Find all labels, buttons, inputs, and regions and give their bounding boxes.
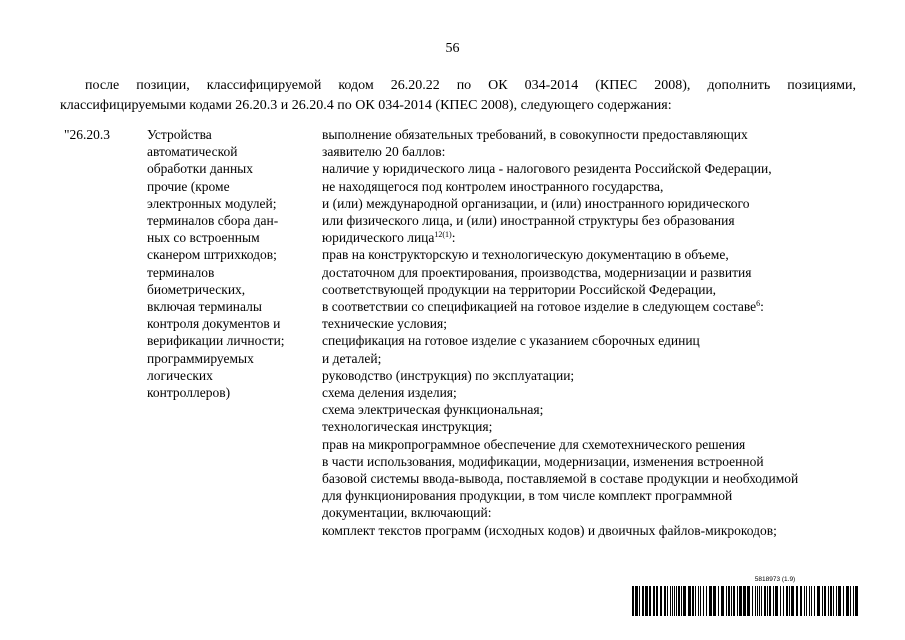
barcode-bar xyxy=(836,586,837,616)
barcode-bar xyxy=(681,586,682,616)
requirement-line: соответствующей продукции на территории Российской Федерации, xyxy=(322,281,717,297)
barcode-bar xyxy=(824,586,826,616)
entry-name-line: биометрических, xyxy=(147,281,246,297)
entry-code: "26.20.3 xyxy=(64,127,111,142)
barcode-bar xyxy=(838,586,841,616)
barcode-bar xyxy=(672,586,673,616)
barcode-bar xyxy=(757,586,758,616)
requirement-colon: : xyxy=(760,299,764,315)
barcode-bar xyxy=(759,586,760,616)
barcode-bar xyxy=(775,586,778,616)
barcode-bar xyxy=(809,586,810,616)
barcode-label: 5818973 (1.9) xyxy=(754,576,796,583)
entry-name-line: программируемых xyxy=(147,350,254,366)
requirement-line: технологическая инструкция; xyxy=(322,419,493,435)
barcode-bar xyxy=(703,586,704,616)
barcode-bar xyxy=(645,586,648,616)
barcode-bar xyxy=(632,586,634,616)
barcode-bar xyxy=(796,586,798,616)
intro-line-1: после позиции, классифицируемой кодом 26.20.22 по ОК 034-2014 (КПЕС 2008), дополнить позициями, xyxy=(85,78,856,93)
requirement-text: юридического лица xyxy=(322,230,435,246)
entry-name-line: верификации личности; xyxy=(147,333,285,349)
barcode-bar xyxy=(747,586,750,616)
entry-name-line: Устройства xyxy=(147,127,212,142)
barcode-bar xyxy=(843,586,844,616)
barcode-bar xyxy=(780,586,781,616)
entry-name-line: логических xyxy=(147,367,213,383)
requirement-line: комплект текстов программ (исходных кодов) и двоичных файлов-микрокодов; xyxy=(322,522,777,538)
barcode-bar xyxy=(764,586,766,616)
requirement-line: не находящегося под контролем иностранного государства, xyxy=(322,178,664,194)
barcode-bar xyxy=(670,586,671,616)
barcode-bar xyxy=(635,586,638,616)
entry-name-line: включая терминалы xyxy=(147,299,262,315)
barcode-bar xyxy=(695,586,696,616)
barcode-bar xyxy=(806,586,807,616)
entry-name-line: терминалов сбора дан- xyxy=(147,213,279,229)
barcode-bar xyxy=(698,586,699,616)
barcode-bar xyxy=(706,586,707,616)
requirement-line xyxy=(322,229,867,246)
requirement-line: базовой системы ввода-вывода, поставляемой в составе продукции и необходимой xyxy=(322,471,799,487)
requirement-text: в соответствии со спецификацией на готовое изделие в следующем составе xyxy=(322,299,757,315)
requirement-line: достаточном для проектирования, производства, модернизации и развития xyxy=(322,264,752,280)
barcode-bar xyxy=(688,586,691,616)
barcode-bar xyxy=(678,586,680,616)
requirement-line: прав на микропрограммное обеспечение для схемотехнического решения xyxy=(322,436,746,452)
barcode-bar xyxy=(728,586,730,616)
requirement-line: и деталей; xyxy=(322,350,382,366)
entry-name-line: автоматической xyxy=(147,144,238,160)
requirement-line: для функционирования продукции, в том числе комплект программной xyxy=(322,488,733,504)
requirement-line: или физического лица, и (или) иностранной структуры без образования xyxy=(322,213,735,229)
entry-requirements xyxy=(322,126,867,539)
requirement-line: в части использования, модификации, модернизации, изменения встроенной xyxy=(322,453,764,469)
barcode-bar xyxy=(814,586,815,616)
barcode-bar xyxy=(828,586,829,616)
barcode-bar xyxy=(700,586,701,616)
requirement-colon: : xyxy=(451,230,456,246)
barcode-bar xyxy=(639,586,640,616)
footnote-ref-6: 6 xyxy=(756,299,761,309)
barcode-bar xyxy=(811,586,812,616)
intro-line-2: классифицируемыми кодами 26.20.3 и 26.20.4 по ОК 034-2014 (КПЕС 2008), следующего содержания: xyxy=(60,98,672,113)
barcode-bar xyxy=(817,586,820,616)
entry-name-line: обработки данных xyxy=(147,161,253,177)
barcode-bar xyxy=(846,586,849,616)
barcode-bar xyxy=(789,586,790,616)
requirement-line: технические условия; xyxy=(322,316,447,332)
footnote-ref-12-1: 12(1) xyxy=(434,230,452,240)
barcode-bar xyxy=(804,586,805,616)
entry-name-line: терминалов xyxy=(147,264,215,280)
barcode-bar xyxy=(853,586,854,616)
barcode-bar xyxy=(739,586,742,616)
barcode-bar xyxy=(718,586,719,616)
barcode-bar xyxy=(676,586,677,616)
entry-name-line: контроллеров) xyxy=(147,385,231,401)
entry-name xyxy=(147,126,312,401)
barcode-bar xyxy=(752,586,753,616)
requirement-line: заявителю 20 баллов: xyxy=(322,144,446,160)
barcode-bar xyxy=(674,586,675,616)
barcode-bar xyxy=(855,586,858,616)
intro-paragraph xyxy=(60,76,856,116)
barcode-bar xyxy=(737,586,738,616)
barcode-bar xyxy=(726,586,727,616)
requirement-line: прав на конструкторскую и технологическую документацию в объеме, xyxy=(322,247,729,263)
barcode-bar xyxy=(783,586,784,616)
barcode-bar xyxy=(642,586,644,616)
requirement-line: схема электрическая функциональная; xyxy=(322,402,544,418)
barcode-bar xyxy=(773,586,774,616)
barcode-image xyxy=(630,586,860,616)
barcode-bar xyxy=(721,586,724,616)
barcode-bar xyxy=(800,586,802,616)
entry-name-line: ных со встроенным xyxy=(147,230,260,246)
barcode-bar xyxy=(731,586,732,616)
requirement-line xyxy=(322,298,867,315)
barcode-bar xyxy=(830,586,832,616)
barcode-bar xyxy=(692,586,694,616)
entry-name-line: сканером штрихкодов; xyxy=(147,247,277,263)
barcode-bar xyxy=(767,586,768,616)
entry-name-line: прочие (кроме xyxy=(147,178,230,194)
entry-name-line: контроля документов и xyxy=(147,316,281,332)
barcode-bar xyxy=(786,586,788,616)
barcode-bar xyxy=(822,586,823,616)
requirement-line: наличие у юридического лица - налогового резидента Российской Федерации, xyxy=(322,161,772,177)
barcode-bar xyxy=(649,586,651,616)
barcode-block xyxy=(630,576,860,616)
requirement-line: документации, включающий: xyxy=(322,505,492,521)
requirement-line: выполнение обязательных требований, в совокупности предоставляющих xyxy=(322,127,748,142)
barcode-bar xyxy=(656,586,658,616)
barcode-bar xyxy=(664,586,666,616)
barcode-bar xyxy=(850,586,851,616)
barcode-bar xyxy=(833,586,834,616)
barcode-bar xyxy=(653,586,655,616)
barcode-bar xyxy=(683,586,686,616)
barcode-bar xyxy=(761,586,762,616)
barcode-bar xyxy=(733,586,735,616)
requirement-line: схема деления изделия; xyxy=(322,385,457,401)
requirement-line: и (или) международной организации, и (или) иностранного юридического xyxy=(322,195,750,211)
barcode-bar xyxy=(769,586,771,616)
barcode-bar xyxy=(667,586,668,616)
entry-name-line: электронных модулей; xyxy=(147,195,277,211)
requirement-line: спецификация на готовое изделие с указанием сборочных единиц xyxy=(322,333,700,349)
barcode-bar xyxy=(660,586,662,616)
page-number: 56 xyxy=(445,41,460,56)
barcode-bar xyxy=(755,586,756,616)
barcode-bar xyxy=(709,586,712,616)
barcode-bar xyxy=(743,586,746,616)
barcode-bar xyxy=(791,586,794,616)
requirement-line: руководство (инструкция) по эксплуатации; xyxy=(322,367,575,383)
barcode-bar xyxy=(713,586,716,616)
